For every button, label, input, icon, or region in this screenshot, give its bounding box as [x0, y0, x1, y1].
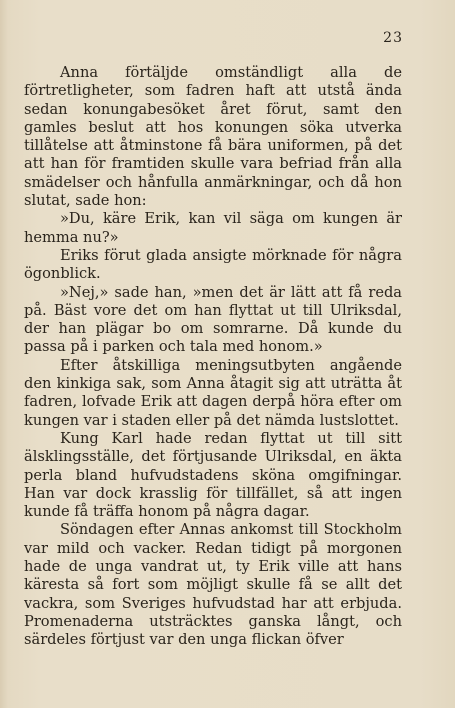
- paragraph-3: Eriks förut glada ansigte mörknade för några ögonblick.: [24, 246, 402, 283]
- page-number: 23: [383, 30, 403, 46]
- paragraph-4: »Nej,» sade han, »men det är lätt att få reda på. Bäst vore det om han flyttat ut till Ulriksdal, der han plägar bo om somrarne. Då kunde du passa på i parken och tala med honom.»: [24, 283, 402, 356]
- paragraph-1: Anna förtäljde omständligt alla de förtretligheter, som fadren haft att utstå ända sedan konungabesöket året förut, samt den gamles beslut att hos konungen söka utverka tillåtelse att åtminstone få bära uniformen, på det att han för framtiden skulle vara befriad från alla smädelser och hånfulla anmärkningar, och då hon slutat, sade hon:: [24, 64, 402, 210]
- paragraph-5: Efter åtskilliga meningsutbyten angående den kinkiga sak, som Anna åtagit sig att uträtta åt fadren, lofvade Erik att dagen derpå höra efter om kungen var i staden eller på det nämda lustslottet.: [24, 356, 402, 429]
- paragraph-7: Söndagen efter Annas ankomst till Stockholm var mild och vacker. Redan tidigt på morgonen hade de unga vandrat ut, ty Erik ville att hans käresta så fort som möjligt skulle få se allt det vackra, som Sveriges hufvudstad har att erbjuda. Promenaderna utsträcktes ganska långt, och särdeles förtjust var den unga flickan öfver: [24, 521, 402, 649]
- paragraph-2: »Du, käre Erik, kan vil säga om kungen är hemma nu?»: [24, 210, 402, 246]
- paragraph-6: Kung Karl hade redan flyttat ut till sitt älsklingsställe, det förtjusande Ulriksdal, en äkta perla bland hufvudstadens sköna omgifningar. Han var dock krasslig för tillfället, så att ingen kunde få träffa honom på några dagar.: [24, 429, 402, 521]
- body-text: [24, 64, 402, 650]
